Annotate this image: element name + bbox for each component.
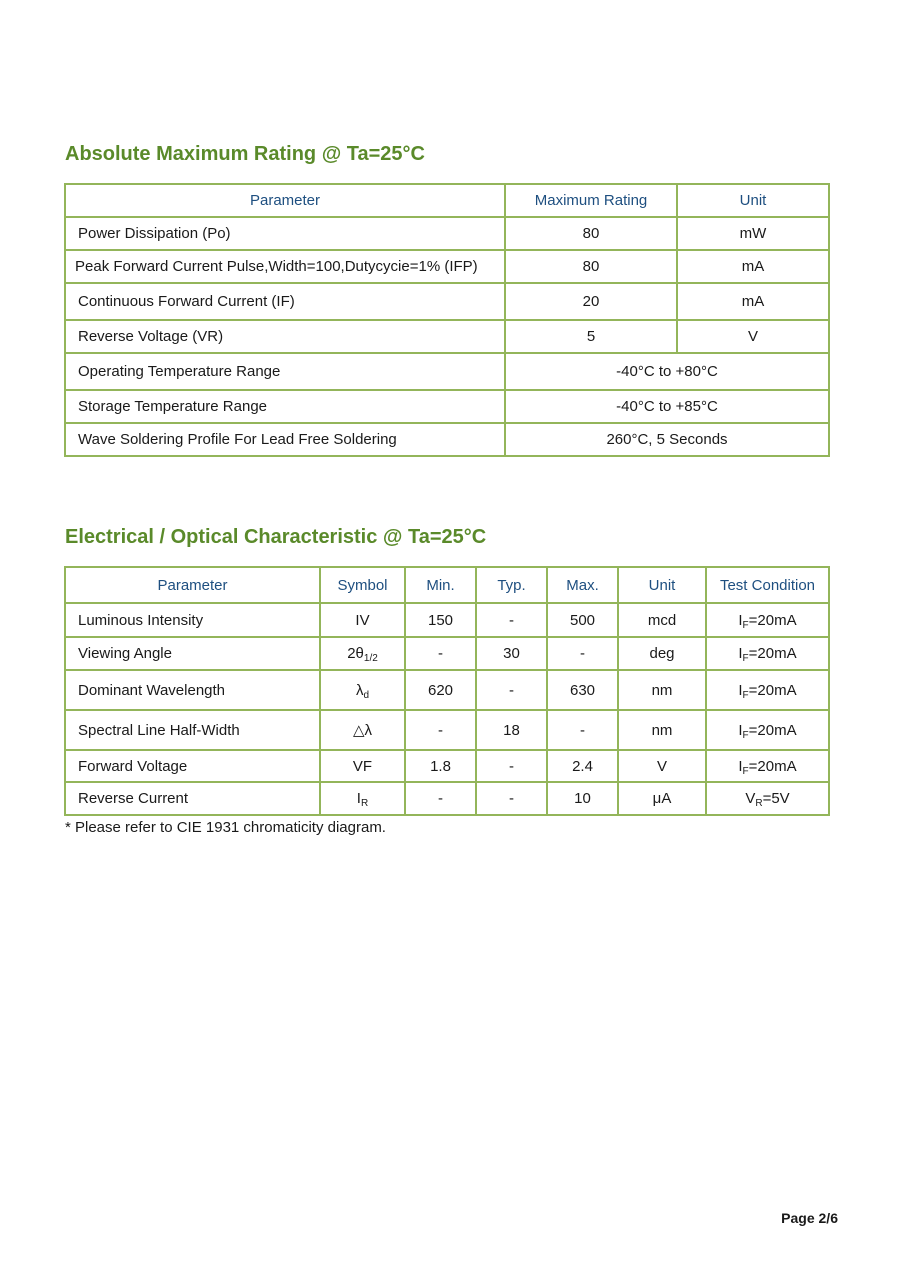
table-row (65, 637, 829, 670)
param-cell: Viewing Angle (65, 637, 320, 670)
header-parameter: Parameter (65, 184, 505, 217)
typ-cell: 18 (476, 710, 547, 750)
condition-cell (706, 637, 829, 670)
typ-cell: - (476, 782, 547, 815)
rating-cell: 5 (505, 320, 677, 353)
condition-cell (706, 782, 829, 815)
max-cell: - (547, 710, 618, 750)
header-max: Max. (547, 567, 618, 603)
header-max-rating: Maximum Rating (505, 184, 677, 217)
condition-value: =20mA (748, 757, 797, 775)
table-row (65, 390, 829, 423)
param-cell: Dominant Wavelength (65, 670, 320, 710)
footnote: * Please refer to CIE 1931 chromaticity diagram. (65, 819, 386, 836)
typ-cell: - (476, 603, 547, 637)
header-parameter: Parameter (65, 567, 320, 603)
min-cell: - (405, 710, 476, 750)
absolute-max-table (64, 183, 830, 457)
condition-main: I (738, 757, 743, 775)
max-cell: 2.4 (547, 750, 618, 782)
condition-subscript: F (742, 689, 749, 701)
param-cell: Luminous Intensity (65, 603, 320, 637)
symbol-main: 2θ (347, 645, 364, 662)
table-row (65, 750, 829, 782)
condition-cell (706, 710, 829, 750)
max-cell: 630 (547, 670, 618, 710)
rating-cell: 80 (505, 217, 677, 250)
header-typ: Typ. (476, 567, 547, 603)
symbol-main: λ (355, 681, 364, 699)
symbol-subscript: R (360, 798, 369, 809)
condition-value: =20mA (748, 681, 797, 699)
condition-cell (706, 750, 829, 782)
condition-cell (706, 670, 829, 710)
min-cell: - (405, 782, 476, 815)
min-cell: 620 (405, 670, 476, 710)
unit-cell: mW (677, 217, 829, 250)
header-symbol: Symbol (320, 567, 405, 603)
table-row (65, 250, 829, 283)
param-cell: Continuous Forward Current (IF) (65, 283, 505, 320)
symbol-subscript: 1/2 (363, 653, 378, 664)
absolute-max-title: Absolute Maximum Rating @ Ta=25°C (65, 143, 425, 165)
condition-subscript: R (755, 798, 763, 809)
rating-cell: 20 (505, 283, 677, 320)
table-header-row (65, 567, 829, 603)
condition-subscript: F (742, 729, 749, 741)
param-cell: Forward Voltage (65, 750, 320, 782)
table-row (65, 710, 829, 750)
unit-cell: nm (618, 710, 706, 750)
min-cell: 150 (405, 603, 476, 637)
min-cell: - (405, 637, 476, 670)
condition-value: =20mA (748, 721, 797, 739)
param-cell: Power Dissipation (Po) (65, 217, 505, 250)
symbol-subscript: d (363, 689, 370, 701)
table-row (65, 283, 829, 320)
max-cell: - (547, 637, 618, 670)
condition-value: =20mA (748, 645, 797, 662)
unit-cell: V (677, 320, 829, 353)
rating-cell: 260°C, 5 Seconds (505, 423, 829, 456)
table-row (65, 217, 829, 250)
condition-value: =20mA (748, 611, 797, 629)
unit-cell: mA (677, 250, 829, 283)
unit-cell: nm (618, 670, 706, 710)
page-number: Page 2/6 (781, 1210, 838, 1226)
param-cell: Peak Forward Current Pulse,Width=100,Dutycycie=1% (IFP) (65, 250, 505, 283)
table-row (65, 670, 829, 710)
header-unit: Unit (618, 567, 706, 603)
condition-cell (706, 603, 829, 637)
param-cell: Spectral Line Half-Width (65, 710, 320, 750)
param-cell: Wave Soldering Profile For Lead Free Soldering (65, 423, 505, 456)
symbol-cell (320, 782, 405, 815)
param-cell: Storage Temperature Range (65, 390, 505, 423)
symbol-cell: △λ (320, 710, 405, 750)
rating-cell: -40°C to +85°C (505, 390, 829, 423)
condition-subscript: F (742, 653, 749, 664)
table-row (65, 353, 829, 390)
rating-cell: -40°C to +80°C (505, 353, 829, 390)
header-test-condition: Test Condition (706, 567, 829, 603)
condition-value: =5V (762, 790, 790, 807)
typ-cell: - (476, 750, 547, 782)
table-row (65, 603, 829, 637)
unit-cell: μA (618, 782, 706, 815)
typ-cell: - (476, 670, 547, 710)
condition-main: V (745, 790, 756, 807)
max-cell: 10 (547, 782, 618, 815)
symbol-cell (320, 637, 405, 670)
table-row (65, 320, 829, 353)
unit-cell: deg (618, 637, 706, 670)
condition-main: I (738, 721, 743, 739)
symbol-cell: VF (320, 750, 405, 782)
condition-subscript: F (742, 765, 749, 777)
condition-main: I (738, 645, 743, 662)
electrical-table (64, 566, 830, 816)
table-row (65, 782, 829, 815)
param-cell: Reverse Current (65, 782, 320, 815)
unit-cell: mA (677, 283, 829, 320)
table-header-row (65, 184, 829, 217)
header-unit: Unit (677, 184, 829, 217)
symbol-cell: IV (320, 603, 405, 637)
param-cell: Reverse Voltage (VR) (65, 320, 505, 353)
condition-subscript: F (742, 619, 749, 631)
symbol-cell (320, 670, 405, 710)
header-min: Min. (405, 567, 476, 603)
symbol-main: I (356, 790, 361, 807)
electrical-title: Electrical / Optical Characteristic @ Ta=25°C (65, 526, 487, 548)
table-row (65, 423, 829, 456)
rating-cell: 80 (505, 250, 677, 283)
unit-cell: mcd (618, 603, 706, 637)
condition-main: I (738, 611, 743, 629)
param-cell: Operating Temperature Range (65, 353, 505, 390)
condition-main: I (738, 681, 743, 699)
typ-cell: 30 (476, 637, 547, 670)
max-cell: 500 (547, 603, 618, 637)
unit-cell: V (618, 750, 706, 782)
min-cell: 1.8 (405, 750, 476, 782)
